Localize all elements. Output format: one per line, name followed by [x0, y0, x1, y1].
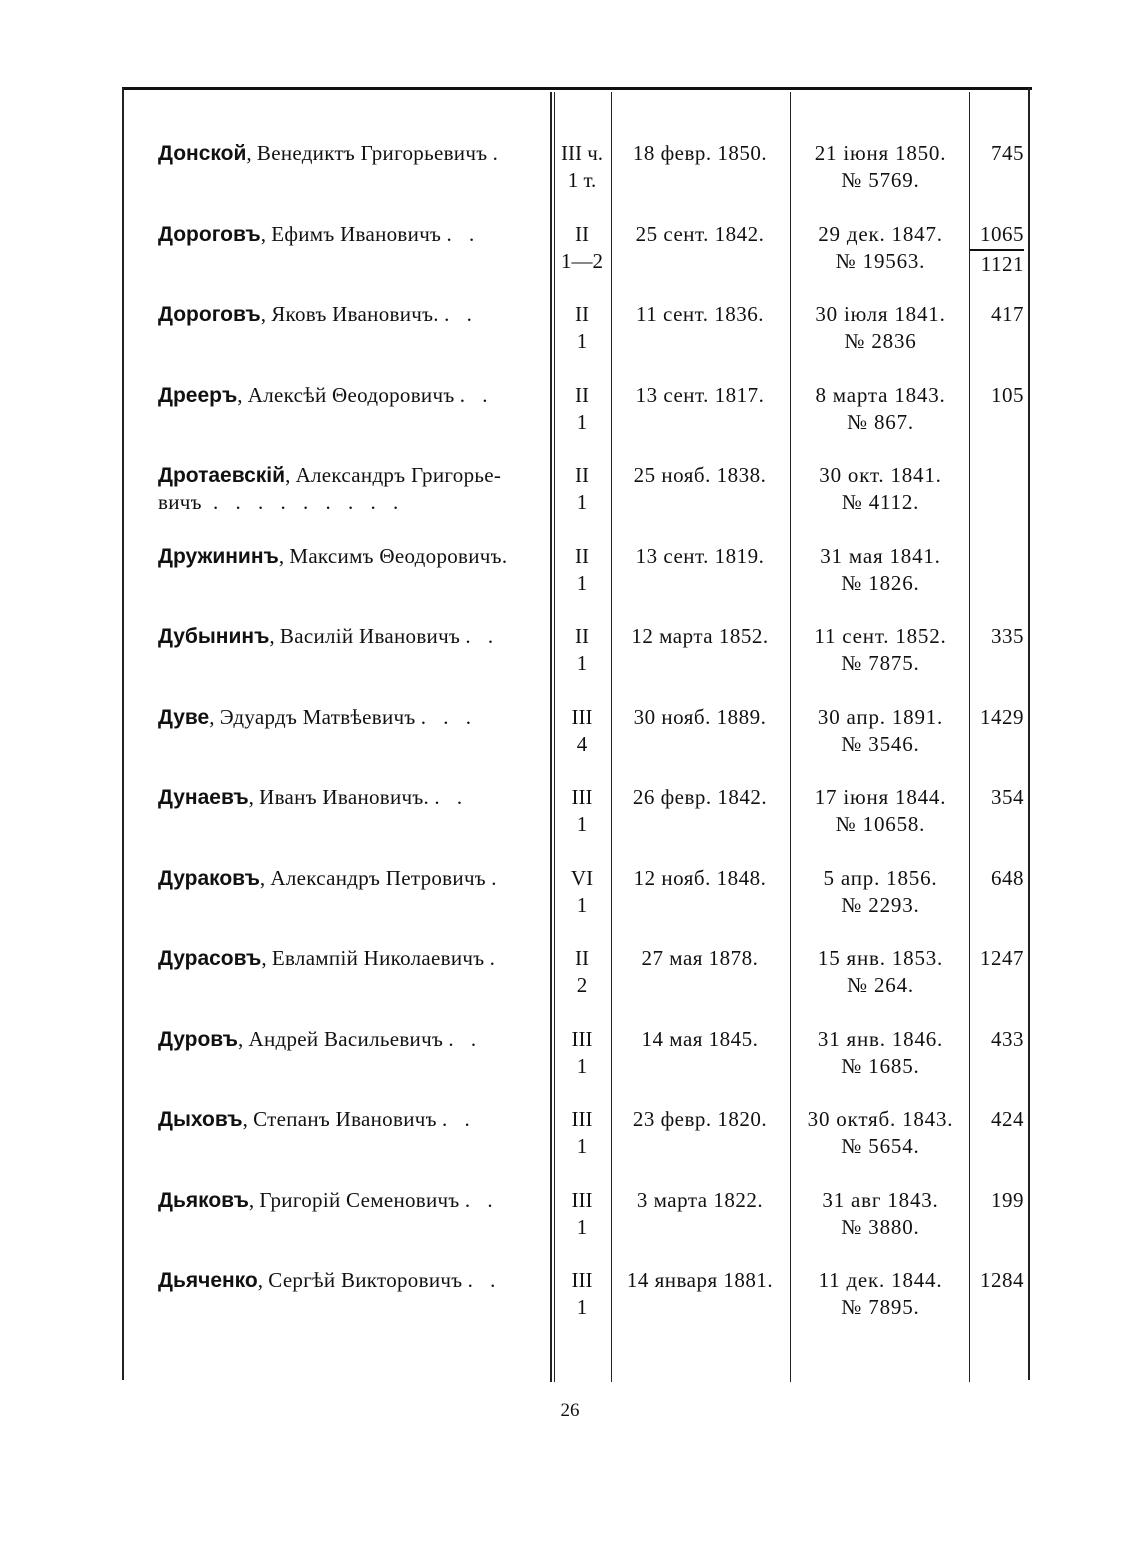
surname: Дьяковъ: [158, 1188, 249, 1212]
surname: Дыховъ: [158, 1108, 243, 1131]
table-row: [0, 1267, 1140, 1347]
person-name: [158, 1026, 543, 1053]
surname: Дурасовъ: [158, 947, 262, 970]
order-number: № 3880.: [841, 1214, 920, 1239]
order-number: № 7895.: [841, 1295, 920, 1319]
table-row: [0, 945, 1140, 1025]
service-part: [556, 221, 608, 275]
table-row: [0, 1106, 1140, 1186]
page-ref: 335: [991, 624, 1024, 648]
person-name: [158, 1187, 543, 1214]
table-row: [0, 865, 1140, 945]
table-row: [0, 1187, 1140, 1267]
surname: Дунаевъ: [158, 786, 249, 809]
service-start-date: 12 марта 1852.: [631, 624, 769, 648]
leader-dots: . .: [459, 382, 494, 407]
given-name: Александръ Григорье-: [295, 463, 502, 487]
service-part: [556, 865, 608, 919]
surname: Дрееръ: [158, 383, 238, 407]
service-start-date: 27 мая 1878.: [641, 946, 759, 970]
part-number: 1: [576, 892, 588, 917]
table-row: [0, 1026, 1140, 1106]
given-name: Александръ Петровичъ: [270, 865, 486, 890]
part-number: 1: [576, 1214, 588, 1239]
order-info: [793, 382, 968, 436]
surname-comma: ,: [209, 704, 220, 729]
surname-comma: ,: [237, 382, 248, 407]
order-info: [793, 140, 968, 194]
order-info: [793, 623, 968, 677]
order-date: 11 дек. 1844.: [818, 1268, 943, 1292]
leader-dots: .: [491, 865, 503, 890]
leader-dots: . .: [446, 221, 481, 246]
part-roman: III: [571, 1187, 593, 1212]
order-number: № 2836: [844, 329, 917, 353]
order-number: № 867.: [847, 409, 914, 434]
service-part: [556, 704, 608, 758]
service-part: [556, 140, 608, 194]
page-ref: 199: [991, 1187, 1024, 1212]
part-roman: III: [571, 1107, 593, 1131]
given-name: Сергѣй Викторовичъ: [268, 1268, 463, 1292]
surname-comma: ,: [260, 302, 272, 326]
order-number: № 5769.: [841, 168, 920, 192]
surname: Дротаевскій: [158, 464, 286, 487]
order-date: 30 окт. 1841.: [819, 463, 942, 487]
page-ref-second: 1121: [980, 251, 1024, 276]
given-name: Эдуардъ Матвѣевичъ: [219, 704, 416, 729]
order-info: [793, 784, 968, 838]
given-name: Степанъ Ивановичъ: [253, 1107, 437, 1131]
page-reference: [970, 623, 1024, 650]
service-start-date: 13 сент. 1819.: [635, 543, 765, 568]
order-date: 31 мая 1841.: [820, 543, 941, 568]
part-roman: II: [575, 463, 589, 487]
order-date: 11 сент. 1852.: [814, 624, 947, 648]
given-name-continued: вичъ: [158, 490, 202, 514]
page-ref: 1429: [980, 704, 1024, 729]
part-number: 1: [576, 812, 588, 836]
surname-comma: ,: [257, 1268, 269, 1292]
service-start-date: 25 сент. 1842.: [635, 221, 765, 246]
part-roman: III: [571, 1026, 593, 1051]
order-date: 31 янв. 1846.: [817, 1026, 944, 1051]
order-info: [793, 1106, 968, 1160]
surname-comma: ,: [246, 141, 257, 165]
service-start-date: 18 февр. 1850.: [632, 141, 768, 165]
part-number: 1 т.: [567, 168, 597, 192]
part-roman: II: [575, 946, 589, 970]
order-date: 15 янв. 1853.: [817, 946, 944, 970]
surname-comma: ,: [242, 1107, 254, 1131]
given-name: Василій Ивановичъ: [279, 624, 461, 648]
service-start-date: 14 мая 1845.: [641, 1026, 759, 1051]
given-name: Яковъ Ивановичъ.: [271, 302, 439, 326]
surname: Дружининъ: [158, 544, 279, 568]
order-date: 31 авг 1843.: [822, 1187, 939, 1212]
order-date: 8 марта 1843.: [815, 382, 946, 407]
service-part: [556, 945, 608, 999]
page-ref: 417: [991, 302, 1024, 326]
service-start-date: 26 февр. 1842.: [632, 785, 768, 809]
person-name: [158, 221, 543, 248]
page-reference: [970, 1187, 1024, 1214]
leader-dots: .: [492, 141, 504, 165]
order-number: № 2293.: [841, 892, 920, 917]
table-row: [0, 382, 1140, 462]
leader-dots: . .: [448, 1026, 483, 1051]
order-number: № 1826.: [841, 570, 920, 595]
service-start-date: 23 февр. 1820.: [632, 1107, 768, 1131]
table-row: [0, 462, 1140, 542]
page-ref: 433: [991, 1026, 1024, 1051]
order-number: № 7875.: [841, 651, 920, 675]
part-roman: III ч.: [560, 141, 604, 165]
given-name: Григорій Семеновичъ: [259, 1187, 460, 1212]
part-roman: II: [575, 382, 589, 407]
page-reference: [970, 784, 1024, 811]
table-row: [0, 623, 1140, 703]
person-name: [158, 543, 543, 570]
part-roman: II: [575, 302, 589, 326]
person-name: [158, 784, 543, 811]
service-part: [556, 784, 608, 838]
person-name: [158, 623, 543, 650]
given-name: Венедиктъ Григорьевичъ: [256, 141, 488, 165]
part-number: 1: [576, 490, 588, 514]
page-ref: 1284: [980, 1268, 1024, 1292]
page-reference: [970, 704, 1024, 731]
page-number: 26: [560, 1400, 580, 1421]
page-ref: 745: [991, 141, 1024, 165]
surname-comma: ,: [261, 946, 272, 970]
service-start-date: 3 марта 1822.: [636, 1187, 764, 1212]
order-info: [793, 704, 968, 758]
fraction-rule: [970, 249, 1024, 251]
order-date: 30 іюля 1841.: [815, 302, 946, 326]
page-ref: 1247: [980, 946, 1024, 970]
surname: Дуровъ: [158, 1027, 238, 1051]
leader-dots: . .: [434, 785, 469, 809]
surname: Дороговъ: [158, 222, 261, 246]
leader-dots: .: [489, 946, 501, 970]
order-info: [793, 1267, 968, 1321]
service-part: [556, 462, 608, 516]
order-info: [793, 462, 968, 516]
surname: Дуве: [158, 705, 210, 729]
given-name: Алексѣй Θеодоровичъ: [247, 382, 455, 407]
given-name: Максимъ Θеодоровичъ.: [289, 543, 508, 568]
order-info: [793, 865, 968, 919]
table-row: [0, 301, 1140, 381]
part-roman: VI: [570, 865, 594, 890]
part-number: 2: [576, 973, 588, 997]
order-date: 30 октяб. 1843.: [807, 1107, 954, 1131]
leader-dots: . .: [444, 302, 478, 326]
leader-dots: . . .: [420, 704, 478, 729]
order-info: [793, 1187, 968, 1241]
order-number: № 10658.: [835, 812, 926, 836]
service-start-date: 12 нояб. 1848.: [633, 865, 767, 890]
part-number: 1: [576, 409, 588, 434]
surname-comma: ,: [248, 785, 260, 809]
given-name: Ефимъ Ивановичъ: [271, 221, 442, 246]
order-info: [793, 221, 968, 275]
leader-dots: . . . . . . . . .: [201, 490, 405, 514]
page-reference: [970, 1026, 1024, 1053]
surname-comma: ,: [278, 543, 290, 568]
surname-comma: ,: [259, 865, 271, 890]
table-top-rule: [122, 87, 1032, 90]
page-reference: [970, 945, 1024, 972]
table-row: [0, 221, 1140, 301]
order-info: [793, 1026, 968, 1080]
order-number: № 3546.: [841, 731, 920, 756]
person-name: [158, 945, 543, 972]
given-name: Иванъ Ивановичъ.: [259, 785, 430, 809]
table-row: [0, 543, 1140, 623]
part-roman: III: [571, 785, 593, 809]
part-number: 1: [576, 1053, 588, 1078]
page-reference: [970, 301, 1024, 328]
part-roman: III: [571, 1268, 593, 1292]
part-number: 1: [576, 1134, 588, 1158]
surname: Дороговъ: [158, 303, 261, 326]
order-date: 5 апр. 1856.: [823, 865, 938, 890]
part-roman: III: [571, 704, 593, 729]
person-name: [158, 704, 543, 731]
order-date: 17 іюня 1844.: [814, 785, 947, 809]
order-number: № 5654.: [841, 1134, 920, 1158]
service-start-date: 11 сент. 1836.: [636, 302, 764, 326]
given-name: Андрей Васильевичъ: [248, 1026, 444, 1051]
leader-dots: . .: [442, 1107, 476, 1131]
person-name: [158, 462, 543, 516]
order-date: 29 дек. 1847.: [818, 221, 943, 246]
part-number: 1: [576, 329, 588, 353]
service-part: [556, 1267, 608, 1321]
page-reference: [970, 382, 1024, 409]
page-ref: 1065: [980, 221, 1024, 246]
order-number: № 4112.: [841, 490, 920, 514]
page-reference: [970, 221, 1024, 278]
service-part: [556, 623, 608, 677]
person-name: [158, 1267, 543, 1294]
order-info: [793, 543, 968, 597]
service-start-date: 30 нояб. 1889.: [633, 704, 767, 729]
page-reference: [970, 1106, 1024, 1133]
service-part: [556, 301, 608, 355]
page-ref: 354: [991, 785, 1024, 809]
service-part: [556, 1026, 608, 1080]
surname-comma: ,: [285, 463, 296, 487]
page-reference: [970, 1267, 1024, 1294]
surname: Донской: [158, 142, 247, 165]
order-number: № 19563.: [835, 248, 926, 273]
table-row: [0, 784, 1140, 864]
person-name: [158, 865, 543, 892]
person-name: [158, 1106, 543, 1133]
page-reference: [970, 140, 1024, 167]
surname-comma: ,: [248, 1187, 260, 1212]
given-name: Евлампій Николаевичъ: [271, 946, 485, 970]
table-row: [0, 704, 1140, 784]
page-reference: [970, 865, 1024, 892]
order-info: [793, 301, 968, 355]
surname: Дьяченко: [158, 1269, 258, 1292]
surname-comma: ,: [237, 1026, 249, 1051]
page-ref: 424: [991, 1107, 1024, 1131]
service-part: [556, 382, 608, 436]
order-number: № 264.: [847, 973, 914, 997]
part-number: 1—2: [561, 248, 603, 273]
service-start-date: 14 января 1881.: [626, 1268, 774, 1292]
service-start-date: 25 нояб. 1838.: [633, 463, 767, 487]
person-name: [158, 382, 543, 409]
order-info: [793, 945, 968, 999]
page-ref: 105: [991, 382, 1024, 407]
leader-dots: . .: [464, 1187, 499, 1212]
order-number: № 1685.: [841, 1053, 920, 1078]
part-roman: II: [575, 221, 589, 246]
order-date: 21 іюня 1850.: [814, 141, 947, 165]
part-roman: II: [575, 624, 589, 648]
leader-dots: . .: [465, 624, 500, 648]
order-date: 30 апр. 1891.: [817, 704, 944, 729]
service-part: [556, 543, 608, 597]
surname: Дураковъ: [158, 866, 260, 890]
part-number: 1: [576, 570, 588, 595]
part-number: 4: [576, 731, 588, 756]
person-name: [158, 140, 543, 167]
service-part: [556, 1106, 608, 1160]
table-row: [0, 140, 1140, 220]
surname-comma: ,: [260, 221, 272, 246]
surname-comma: ,: [269, 624, 280, 648]
person-name: [158, 301, 543, 328]
part-roman: II: [575, 543, 589, 568]
service-part: [556, 1187, 608, 1241]
leader-dots: . .: [467, 1268, 502, 1292]
service-start-date: 13 сент. 1817.: [635, 382, 765, 407]
page-ref: 648: [991, 865, 1024, 890]
part-number: 1: [576, 651, 588, 675]
surname: Дубынинъ: [158, 625, 270, 648]
part-number: 1: [576, 1295, 588, 1319]
